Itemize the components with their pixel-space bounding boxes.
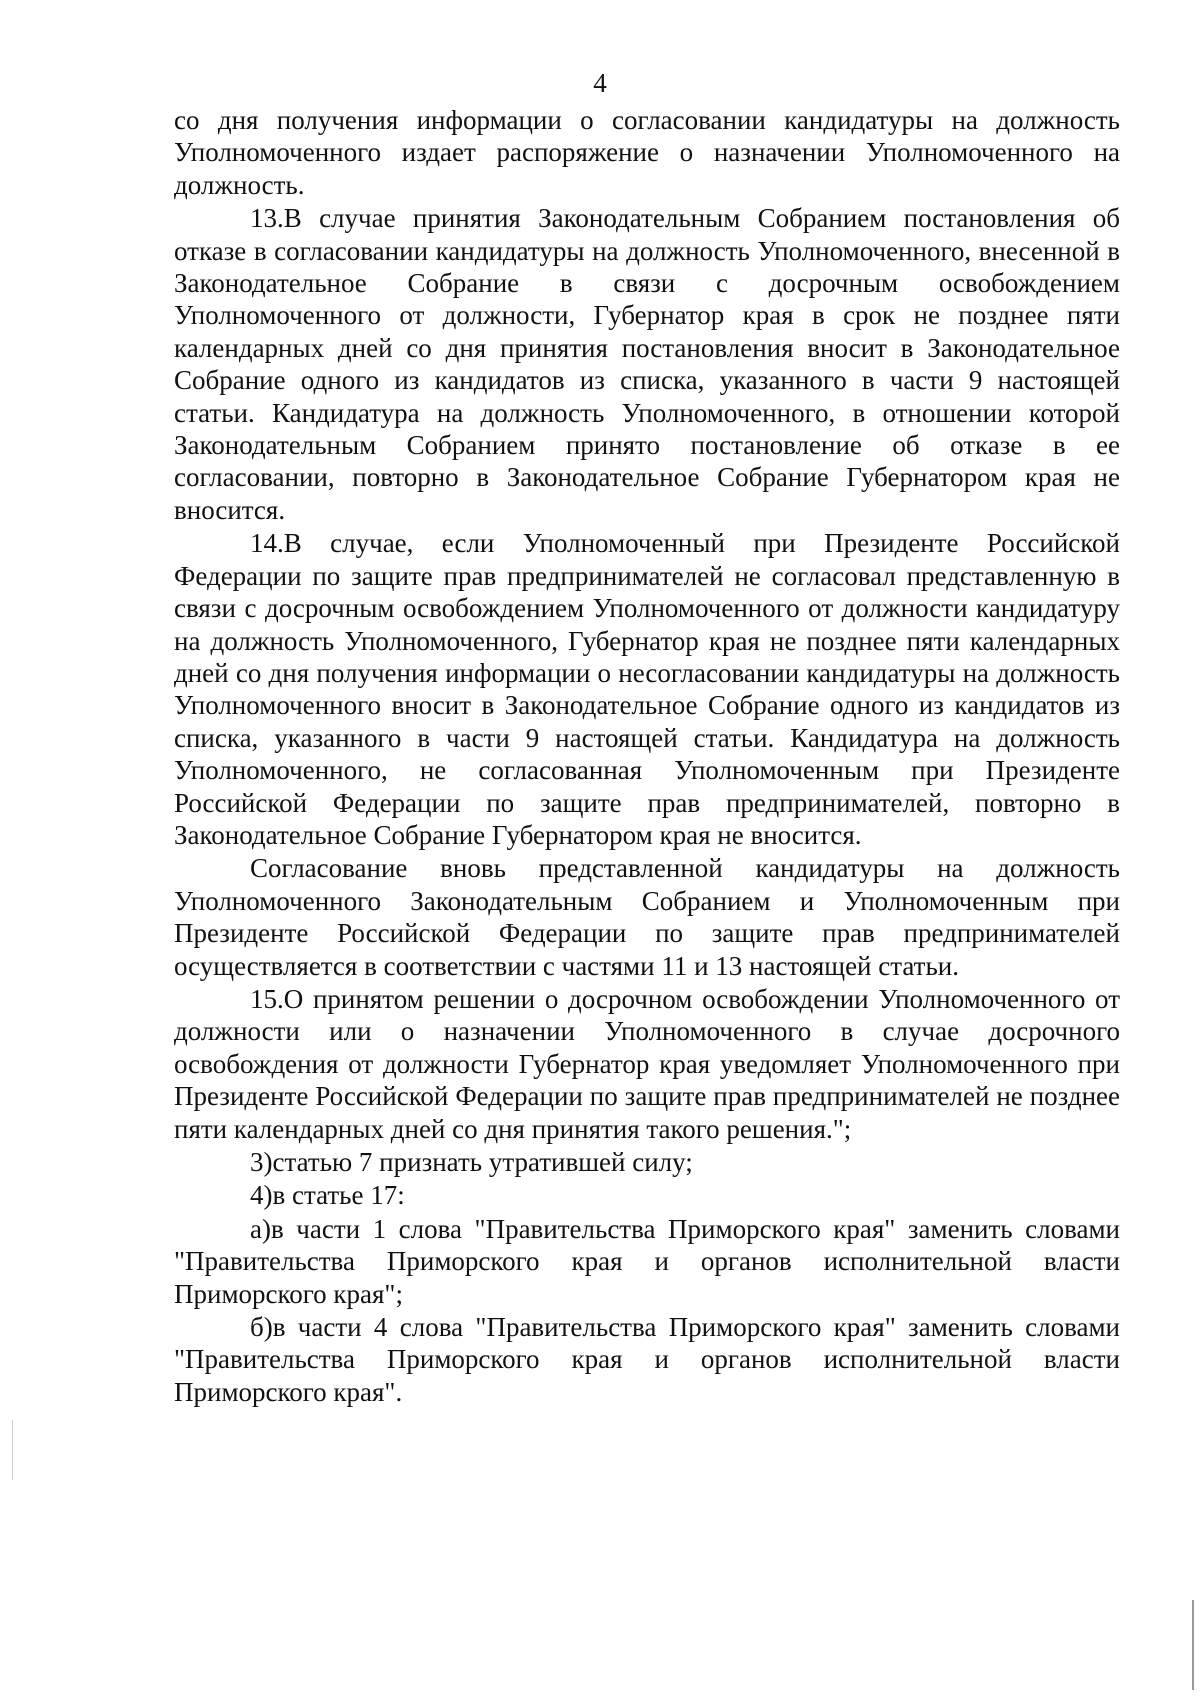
scan-artifact-right [1192, 1600, 1194, 1690]
paragraph-continuation: со дня получения информации о согласовании кандидатуры на должность Уполномоченного издает распоряжение о назначении Уполномоченного на должность. [174, 105, 1120, 200]
paragraph-item-3: 3)статью 7 признать утратившей силу; [250, 1147, 693, 1177]
page-number: 4 [593, 68, 607, 98]
paragraph-item-15: 15.О принятом решении о досрочном освобождении Уполномоченного от должности или о назначении Уполномоченного в случае досрочного освобождения от должности Губернатор края уведомляет Уполномоченного при Президенте Российской Федерации по защите прав предпринимателей не позднее пяти календарных дней со дня принятия такого решения."; [174, 983, 1120, 1144]
paragraph-subitem-b: б)в части 4 слова "Правительства Приморского края" заменить словами "Правительства Приморского края и органов исполнительной власти Приморского края". [174, 1312, 1120, 1407]
paragraph-item-4: 4)в статье 17: [250, 1180, 405, 1211]
document-body [174, 104, 1120, 1408]
paragraph-item-14: 14.В случае, если Уполномоченный при Президенте Российской Федерации по защите прав предпринимателей не согласовал представленную в связи с досрочным освобождением Уполномоченного от должности кандидатуру на должность Уполномоченного, Губернатор края не позднее пяти календарных дней со дня получения информации о несогласовании кандидатуры на должность Уполномоченного вносит в Законодательное Собрание одного из кандидатов из списка, указанного в части 9 настоящей статьи. Кандидатура на должность Уполномоченного, не согласованная Уполномоченным при Президенте Российской Федерации по защите прав предпринимателей, повторно в Законодательное Собрание Губернатором края не вносится. [174, 528, 1120, 850]
paragraph-approval: Согласование вновь представленной кандидатуры на должность Уполномоченного Законодательным Собранием и Уполномоченным при Президенте Российской Федерации по защите прав предпринимателей осуществляется в соответствии с частями 11 и 13 настоящей статьи. [174, 853, 1120, 981]
paragraph-subitem-a: а)в части 1 слова "Правительства Приморского края" заменить словами "Правительства Приморского края и органов исполнительной власти Приморского края"; [174, 1213, 1120, 1309]
scan-artifact-left [12, 1420, 13, 1480]
paragraph-item-13: 13.В случае принятия Законодательным Собранием постановления об отказе в согласовании кандидатуры на должность Уполномоченного, внесенной в Законодательное Собрание в связи с досрочным освобождением Уполномоченного от должности, Губернатор края в срок не позднее пяти календарных дней со дня принятия постановления вносит в Законодательное Собрание одного из кандидатов из списка, указанного в части 9 настоящей статьи. Кандидатура на должность Уполномоченного, в отношении которой Законодательным Собранием принято постановление об отказе в ее согласовании, повторно в Законодательное Собрание Губернатором края не вносится. [174, 203, 1120, 525]
